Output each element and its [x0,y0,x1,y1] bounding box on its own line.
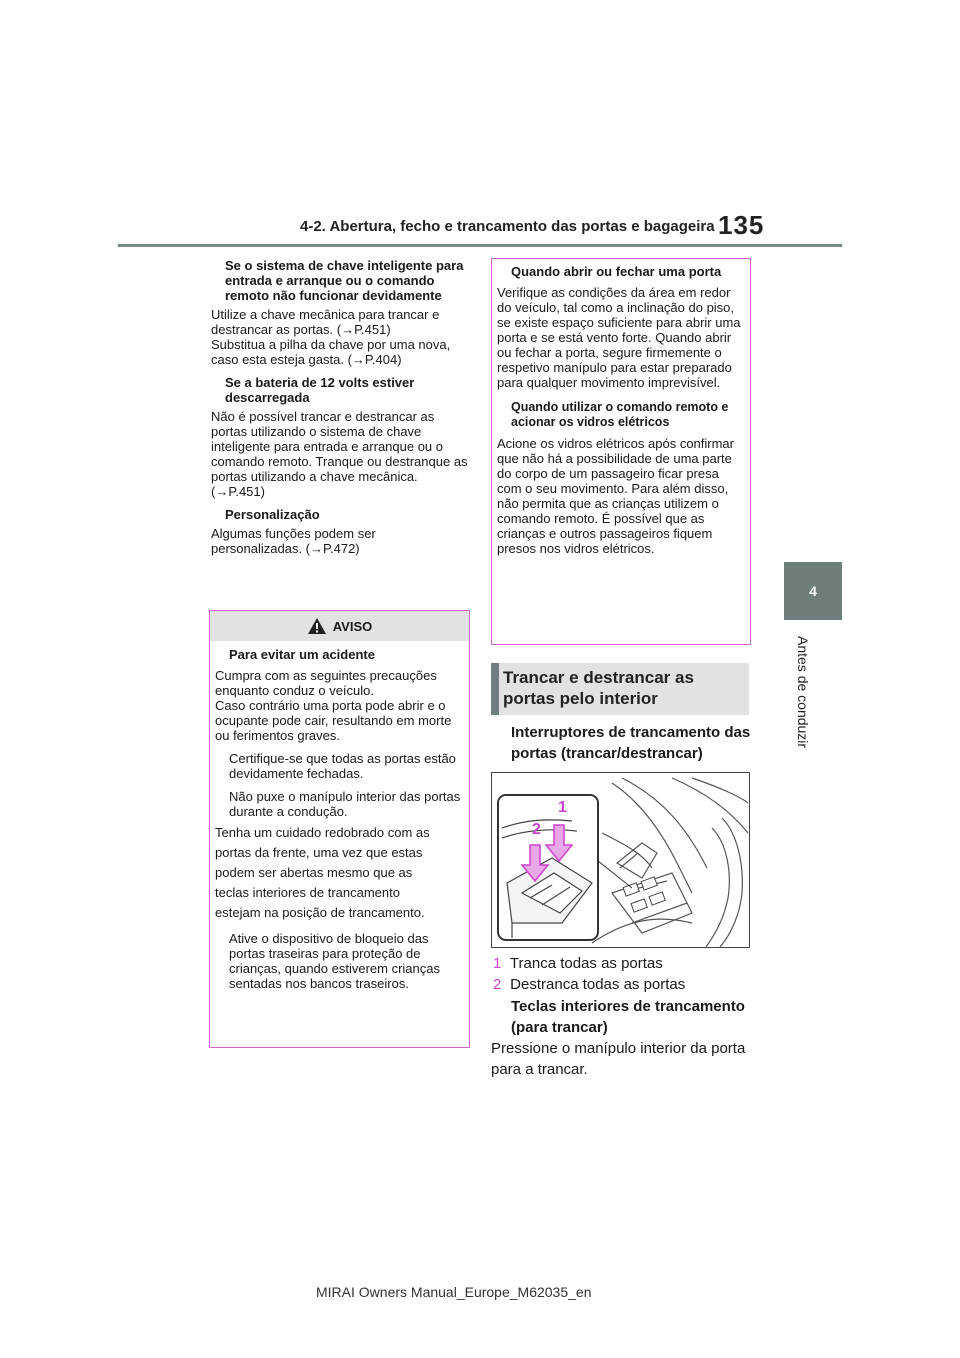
left-column [211,258,469,556]
warning-heading: Para evitar um acidente [229,647,375,662]
chapter-side-label [795,636,815,766]
chapter-label: Antes de conduzir [795,636,811,749]
warning-item-2: Não puxe o manípulo interior das portas durante a condução. [229,789,461,819]
battery-text-body: Não é possível trancar e destrancar as portas utilizando o sistema de chave inteligente para entrada e arranque ou o comando remoto. Tranque ou destranque as portas utilizando a chave mecânica. ( [211,409,468,499]
warning-body [215,647,463,991]
smart-key-text-2: Substitua a pilha da chave por uma nova, caso esta esteja gasta. ( [211,337,451,367]
personalization-text [211,526,469,556]
warning-note-line: teclas interiores de trancamento [215,885,400,900]
personalization-text-body: Algumas funções podem ser personalizadas. ( [211,526,376,556]
section-accent-bar [491,663,499,715]
warning-title: AVISO [332,618,373,634]
info-body [497,264,743,556]
header-divider [118,244,842,247]
warning-intro-2: Caso contrário uma porta pode abrir e o ocupante pode cair, resultando em morte ou ferimentos graves. [215,698,452,743]
chapter-number: 4 [809,583,817,599]
callout-list [493,953,751,995]
callout-1: 1 [558,799,567,816]
running-header-title: 4-2. Abertura, fecho e trancamento das portas e bagageira [300,218,715,235]
interior-lock-knob-text: Pressione o manípulo interior da porta para a trancar. [491,1040,746,1078]
door-lock-switch-heading: Interruptores de trancamento das portas (trancar/destrancar) [511,724,751,762]
warning-note-line: estejam na posição de trancamento. [215,905,425,920]
section-header [491,663,749,715]
door-open-heading: Quando abrir ou fechar uma porta [511,264,722,279]
door-panel-drawing [492,773,749,947]
list-item [493,974,751,995]
page-ref-404[interactable]: →P.404) [351,352,402,367]
warning-note-line: portas da frente, uma vez que estas [215,845,423,860]
footer-text: MIRAI Owners Manual_Europe_M62035_en [316,1284,592,1300]
list-number: 1 [493,955,502,972]
interior-lock-knob-heading: Teclas interiores de trancamento (para trancar) [511,998,745,1036]
page-number: 135 [718,210,765,240]
smart-key-heading: Se o sistema de chave inteligente para entrada e arranque ou o comando remoto não funcionar devidamente [225,258,464,303]
warning-triangle-icon [307,617,327,635]
page-ref-451[interactable]: →P.451) [341,322,391,337]
warning-item-3: Ative o dispositivo de bloqueio das portas traseiras para proteção de crianças, quando estiverem crianças sentadas nos bancos traseiros. [229,931,440,991]
door-open-text: Verifique as condições da área em redor do veículo, tal como a inclinação do piso, se existe espaço suficiente para abrir uma porta e se está vento forte. Quando abrir ou fechar a porta, segure firmemente o respetivo manípulo para estar preparado para qualquer movimento imprevisível. [497,285,741,390]
chapter-tab [784,562,842,620]
smart-key-text-1: Utilize a chave mecânica para trancar e destrancar as portas. ( [211,307,440,337]
personalization-heading: Personalização [225,507,320,522]
page-ref-472[interactable]: →P.472) [310,541,360,556]
list-text: Tranca todas as portas [509,955,663,972]
battery-text [211,409,469,499]
info-box [491,258,751,645]
battery-heading: Se a bateria de 12 volts estiver descarregada [225,375,415,405]
warning-note-line: Tenha um cuidado redobrado com as [215,825,430,840]
smart-key-text [211,307,469,367]
page-ref-451-b[interactable]: →P.451) [215,484,265,499]
remote-windows-text: Acione os vidros elétricos após confirmar que não há a possibilidade de uma parte do corpo de um passageiro ficar presa com o seu movimento. Para além disso, não permita que as crianças utilizem o comando remoto. É possível que as crianças e outros passageiros fiquem presos nos vidros elétricos. [497,436,734,556]
list-text: Destranca todas as portas [510,976,686,993]
warning-item-1: Certifique-se que todas as portas estão devidamente fechadas. [229,751,456,781]
warning-box [209,610,470,1048]
door-lock-switch-illustration [491,772,750,948]
list-number: 2 [493,976,502,993]
section-title: Trancar e destrancar as portas pelo interior [503,668,694,708]
warning-header [210,611,469,641]
remote-windows-heading: Quando utilizar o comando remoto e acionar os vidros elétricos [511,400,729,429]
list-item [493,953,751,974]
warning-intro: Cumpra com as seguintes precauções enquanto conduz o veículo. [215,668,437,698]
warning-note-line: podem ser abertas mesmo que as [215,865,413,880]
warning-note [215,823,463,923]
callout-2: 2 [532,821,541,838]
